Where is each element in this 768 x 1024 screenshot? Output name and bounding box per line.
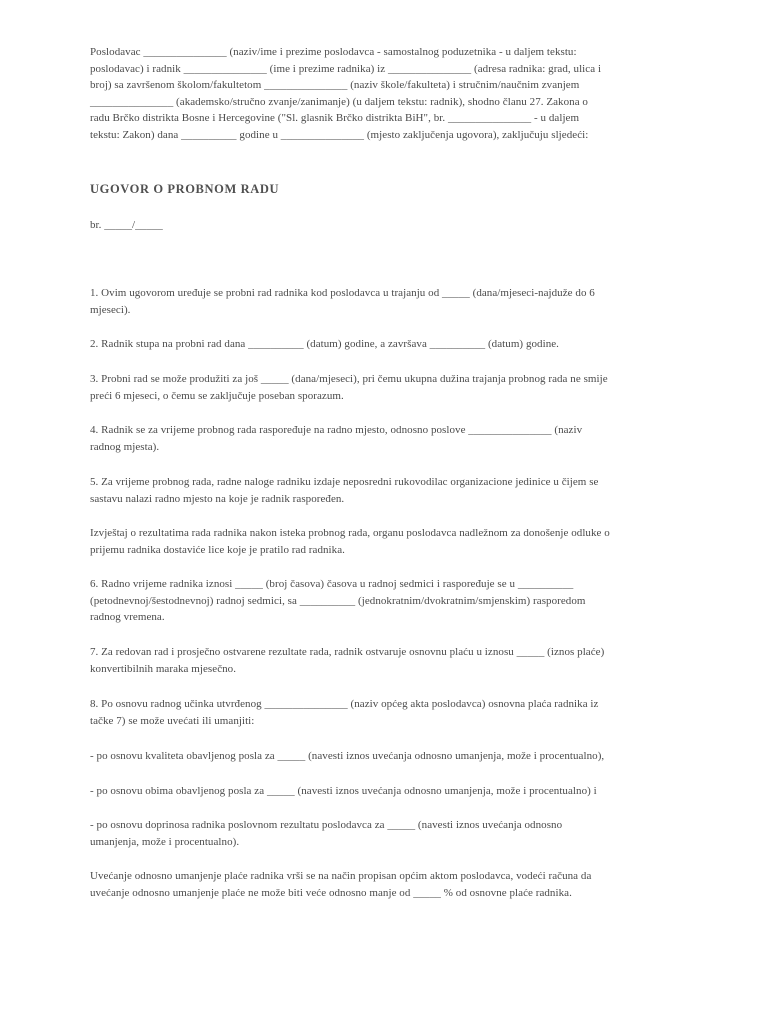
text-line: preći 6 mjeseci, o čemu se zaključuje poseban sporazum. xyxy=(90,389,344,402)
clause-3 xyxy=(90,371,690,404)
text-line: 7. Za redovan rad i prosječno ostvarene rezultate rada, radnik ostvaruje osnovnu plaću u iznosu _____ (iznos plaće) xyxy=(90,646,605,658)
text-line: 3. Probni rad se može produžiti za još _____ (dana/mjeseci), pri čemu ukupna dužina trajanja probnog rada ne smije xyxy=(90,373,608,385)
text-line: - po osnovu kvaliteta obavljenog posla za _____ (navesti iznos uvećanja odnosno umanjenja, može i procentualno), xyxy=(90,750,605,762)
text-line: uvećanje odnosno umanjenje plaće ne može biti veće odnosno manje od _____ % od osnovne plaće radnika. xyxy=(90,886,572,899)
text-line: _______________ (akademsko/stručno zvanje/zanimanje) (u daljem tekstu: radnik), shodno članu 27. Zakona o xyxy=(90,95,588,108)
report-paragraph xyxy=(90,525,690,558)
clause-7 xyxy=(90,644,690,677)
text-line: Izvještaj o rezultatima rada radnika nakon isteka probnog rada, organu poslodavca nadležnom za donošenje odluke o xyxy=(90,527,610,539)
text-line: tekstu: Zakon) dana __________ godine u _______________ (mjesto zaključenja ugovora), zaključuju sljedeći: xyxy=(90,128,589,141)
text-line: 1. Ovim ugovorom uređuje se probni rad radnika kod poslodavca u trajanju od _____ (dana/mjeseci-najduže do 6 xyxy=(90,287,595,299)
text-line: broj) sa završenom školom/fakultetom _______________ (naziv škole/fakulteta) i stručnim/naučnim zvanjem xyxy=(90,79,580,92)
bullet-volume xyxy=(90,783,690,800)
clause-6 xyxy=(90,576,690,626)
text-line: Poslodavac _______________ (naziv/ime i prezime poslodavca - samostalnog poduzetnika - u daljem tekstu: xyxy=(90,46,577,58)
bullet-quality xyxy=(90,748,690,765)
text-line: br. _____/_____ xyxy=(90,219,163,231)
text-line: 6. Radno vrijeme radnika iznosi _____ (broj časova) časova u radnoj sedmici i raspoređuje se u __________ xyxy=(90,578,574,590)
contract-title: UGOVOR O PROBNOM RADU xyxy=(90,182,280,196)
text-line: - po osnovu obima obavljenog posla za _____ (navesti iznos uvećanja odnosno umanjenja, može i procentualno) i xyxy=(90,785,597,797)
intro-paragraph xyxy=(90,44,690,144)
text-line: poslodavac) i radnik _______________ (ime i prezime radnika) iz _______________ (adresa radnika: grad, ulica i xyxy=(90,62,602,75)
text-line: mjeseci). xyxy=(90,303,131,316)
text-line: radnog vremena. xyxy=(90,611,165,624)
text-line: 2. Radnik stupa na probni rad dana __________ (datum) godine, a završava __________ (datum) godine. xyxy=(90,338,559,350)
text-line: (petodnevnoj/šestodnevnoj) radnoj sedmici, sa __________ (jednokratnim/dvokratnim/smjenskim) rasporedom xyxy=(90,594,586,607)
clause-8 xyxy=(90,696,690,729)
text-line: prijemu radnika dostaviće lice koje je pratilo rad radnika. xyxy=(90,543,345,556)
salary-adjustment-paragraph xyxy=(90,868,690,901)
clause-1 xyxy=(90,285,690,318)
contract-number xyxy=(90,217,690,234)
clause-5 xyxy=(90,474,690,507)
text-line: 4. Radnik se za vrijeme probnog rada raspoređuje na radno mjesto, odnosno poslove _______________ (naziv xyxy=(90,424,583,436)
clause-4 xyxy=(90,422,690,455)
text-line: 5. Za vrijeme probnog rada, radne naloge radniku izdaje neposredni rukovodilac organizacione jedinice u čijem se xyxy=(90,476,599,488)
text-line: konvertibilnih maraka mjesečno. xyxy=(90,662,237,675)
text-line: - po osnovu doprinosa radnika poslovnom rezultatu poslodavca za _____ (navesti iznos uvećanja odnosno xyxy=(90,819,563,831)
text-line: tačke 7) se može uvećati ili umanjiti: xyxy=(90,714,255,727)
text-line: Uvećanje odnosno umanjenje plaće radnika vrši se na način propisan općim aktom poslodavca, vodeći računa da xyxy=(90,870,592,882)
text-line: sastavu nalazi radno mjesto na koje je radnik raspoređen. xyxy=(90,492,345,505)
clause-2 xyxy=(90,336,690,353)
text-line: radnog mjesta). xyxy=(90,440,160,453)
text-line: umanjenja, može i procentualno). xyxy=(90,835,240,848)
bullet-contribution xyxy=(90,817,690,850)
text-line: radu Brčko distrikta Bosne i Hercegovine ("Sl. glasnik Brčko distrikta BiH", br. _______________ - u daljem xyxy=(90,112,580,125)
text-line: 8. Po osnovu radnog učinka utvrđenog _______________ (naziv općeg akta poslodavca) osnovna plaća radnika iz xyxy=(90,698,599,710)
